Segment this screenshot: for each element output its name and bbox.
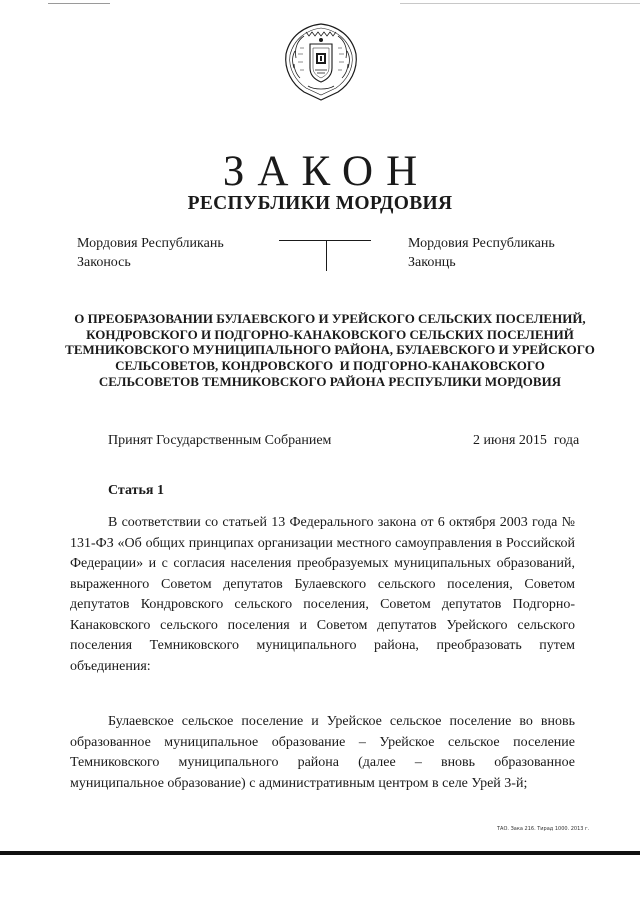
header-left-locale-line: Законось <box>77 255 131 270</box>
adoption-date: 2 июня 2015 года <box>473 433 580 448</box>
law-title: ЗАКОН <box>222 148 431 195</box>
scan-artifact-line <box>400 3 640 4</box>
law-subtitle: РЕСПУБЛИКИ МОРДОВИЯ <box>187 193 453 214</box>
law-name-line: СЕЛЬСОВЕТОВ, КОНДРОВСКОГО И ПОДГОРНО-КАНАКОВСКОГО <box>115 358 545 374</box>
law-name-line: ТЕМНИКОВСКОГО МУНИЦИПАЛЬНОГО РАЙОНА, БУЛАЕВСКОГО И УРЕЙСКОГО <box>65 342 595 358</box>
header-left-locale-line: Мордовия Республикань <box>77 236 224 251</box>
law-name-line: КОНДРОВСКОГО И ПОДГОРНО-КАНАКОВСКОГО СЕЛЬСКИХ ПОСЕЛЕНИЙ <box>86 326 574 342</box>
law-name-line: О ПРЕОБРАЗОВАНИИ БУЛАЕВСКОГО И УРЕЙСКОГО СЕЛЬСКИХ ПОСЕЛЕНИЙ, <box>74 311 586 326</box>
page-bottom-rule <box>0 851 640 855</box>
law-name-line: СЕЛЬСОВЕТОВ ТЕМНИКОВСКОГО РАЙОНА РЕСПУБЛИКИ МОРДОВИЯ <box>98 373 562 389</box>
adoption-body: Принят Государственным Собранием <box>108 433 332 448</box>
article-heading: Статья 1 <box>108 483 164 498</box>
law-number-divider <box>326 241 327 271</box>
law-number-line <box>279 240 371 241</box>
header-right-locale-line: Законць <box>408 255 456 270</box>
coat-of-arms-icon <box>278 18 364 104</box>
scan-artifact-line <box>48 3 110 4</box>
article-paragraph: Булаевское сельское поселение и Урейское сельское поселение во вновь образованное муниципальное образование – Урейское сельское поселение Темниковского муниципального района (далее – вновь образованное муниципальное образование) с административным центром в селе Урей 3-й; <box>70 714 575 791</box>
header-right-locale <box>408 234 555 272</box>
article-paragraph: В соответствии со статьей 13 Федерального закона от 6 октября 2003 года № 131-ФЗ «Об общих принципах организации местного самоуправления в Российской Федерации» и с согласия населения преобразуемых муниципальных образований, выраженного Советом депутатов Булаевского сельского поселения, Советом депутатов Кондровского сельского поселения, Советом депутатов Подгорно-Канаковского сельского поселения и Советом депутатов Урейского сельского поселения Темниковского муниципального района, преобразовать путем объединения: <box>70 515 575 674</box>
header-right-locale-line: Мордовия Республикань <box>408 236 555 251</box>
header-left-locale <box>77 234 224 272</box>
print-note: ТАО. Зака 216. Тирад 1000. 2013 г. <box>497 826 590 832</box>
law-name <box>60 311 600 390</box>
